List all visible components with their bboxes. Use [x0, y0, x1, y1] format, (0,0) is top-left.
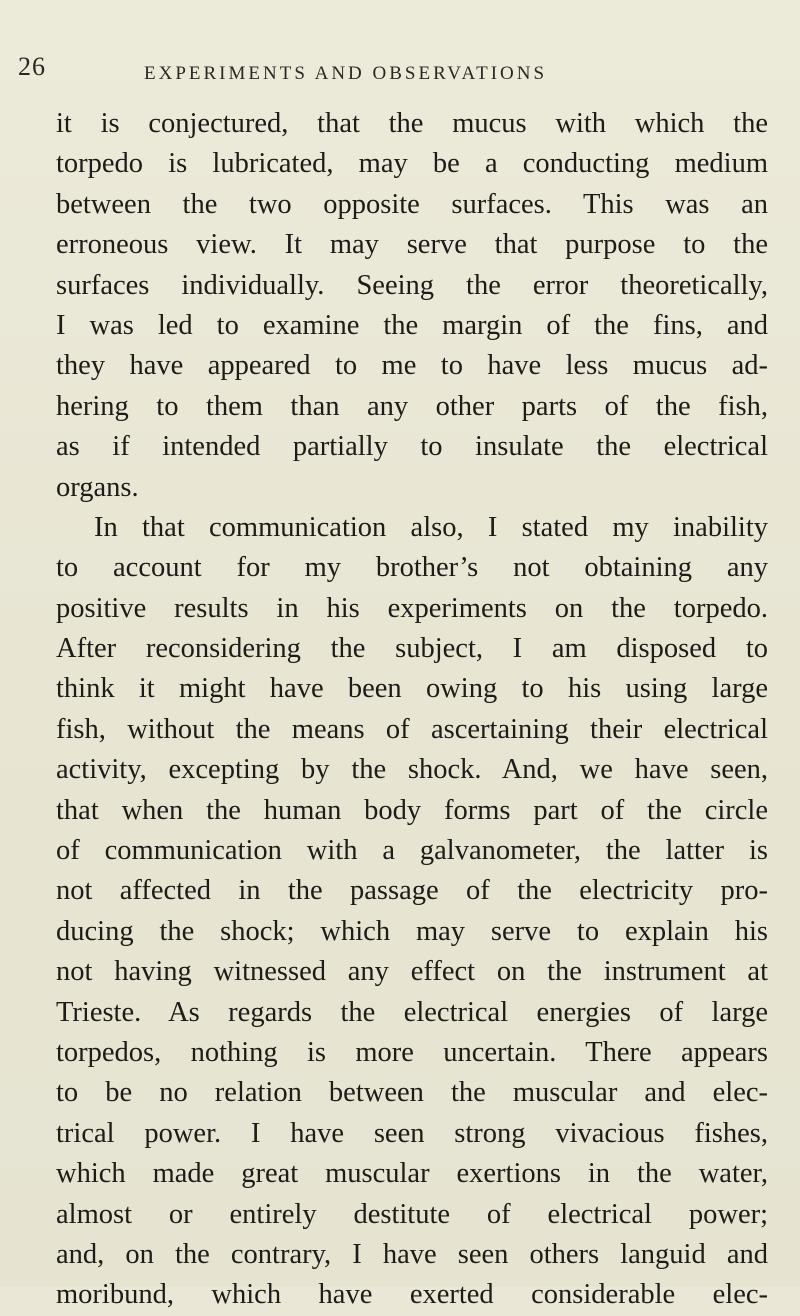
text-line: between the two opposite surfaces. This was an [56, 188, 768, 220]
text-line: torpedos, nothing is more uncertain. There appears [56, 1036, 768, 1068]
text-line: erroneous view. It may serve that purpose to the [56, 229, 768, 261]
text-line: ducing the shock; which may serve to explain his [56, 915, 768, 947]
text-line: that when the human body forms part of the circle [56, 794, 768, 826]
text-line: hering to them than any other parts of the fish, [56, 390, 768, 422]
text-line: of communication with a galvanometer, the latter is [56, 835, 768, 867]
text-line: activity, excepting by the shock. And, we have seen, [56, 754, 768, 786]
text-line: positive results in his experiments on the torpedo. [56, 592, 768, 624]
text-line: moribund, which have exerted considerable elec- [56, 1279, 768, 1311]
text-line: fish, without the means of ascertaining their electrical [56, 713, 768, 745]
text-line: think it might have been owing to his using large [56, 673, 768, 705]
text-line: organs. [56, 471, 139, 503]
text-line: to account for my brother’s not obtaining any [56, 552, 768, 584]
page-number: 26 [18, 52, 46, 81]
text-line: torpedo is lubricated, may be a conducting medium [56, 148, 768, 180]
text-line: almost or entirely destitute of electrical power; [56, 1198, 768, 1230]
running-head: EXPERIMENTS AND OBSERVATIONS [144, 63, 548, 84]
text-line: not having witnessed any effect on the instrument at [56, 956, 768, 988]
body-text [56, 104, 768, 1316]
text-line: and, on the contrary, I have seen others languid and [56, 1238, 768, 1270]
text-line: trical power. I have seen strong vivacious fishes, [56, 1117, 768, 1149]
text-line: it is conjectured, that the mucus with which the [56, 108, 768, 139]
text-line: they have appeared to me to have less mucus ad- [56, 350, 768, 382]
text-line: which made great muscular exertions in the water, [56, 1158, 768, 1190]
text-line: Trieste. As regards the electrical energies of large [56, 996, 768, 1028]
paragraph-first-line: In that communication also, I stated my inability [94, 511, 768, 543]
text-line: I was led to examine the margin of the fins, and [56, 309, 768, 341]
text-line: to be no relation between the muscular and elec- [56, 1077, 768, 1109]
text-line: surfaces individually. Seeing the error theoretically, [56, 269, 768, 301]
text-line: not affected in the passage of the electricity pro- [56, 875, 768, 907]
text-line: as if intended partially to insulate the electrical [56, 431, 768, 463]
text-line: After reconsidering the subject, I am disposed to [56, 633, 768, 665]
